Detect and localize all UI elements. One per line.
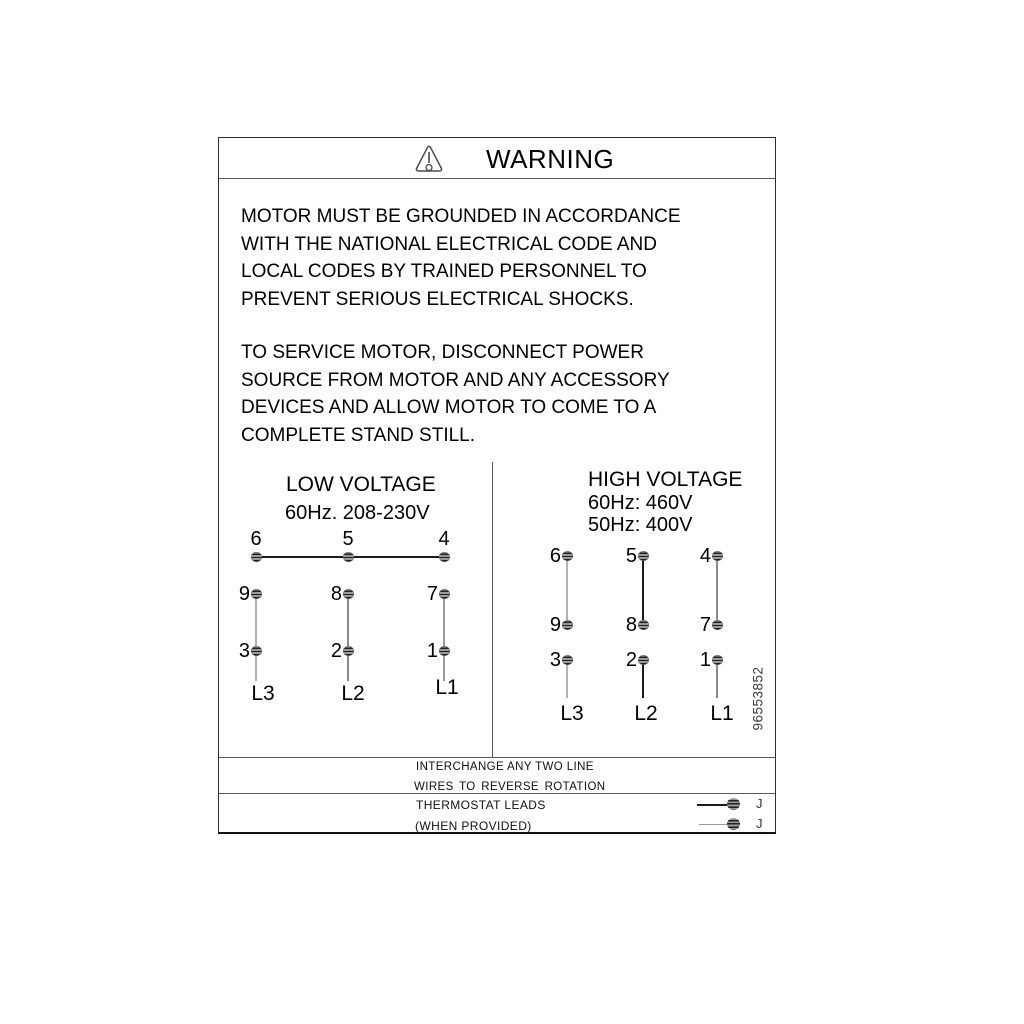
high-voltage-title: HIGH VOLTAGE xyxy=(588,468,743,491)
hv-terminal-dot-4 xyxy=(712,551,723,561)
hv-terminal-dot-5 xyxy=(638,551,649,561)
thermostat-lead-label-1: J xyxy=(756,796,763,811)
warning-line: TO SERVICE MOTOR, DISCONNECT POWER xyxy=(241,342,644,363)
lv-terminal-1: 1 xyxy=(426,640,438,662)
hv-terminal-2: 2 xyxy=(625,649,637,671)
hv-terminal-7: 7 xyxy=(699,614,711,636)
hv-connector-line xyxy=(566,660,568,698)
low-voltage-subtitle: 60Hz. 208-230V xyxy=(285,502,430,524)
high-voltage-panel xyxy=(493,462,777,758)
hv-line-label-l3: L3 xyxy=(560,702,584,725)
hv-terminal-dot-9 xyxy=(562,620,573,630)
warning-text-section xyxy=(219,179,775,462)
warning-line: COMPLETE STAND STILL. xyxy=(241,424,476,446)
hv-terminal-6: 6 xyxy=(549,545,561,567)
wiring-diagrams-section xyxy=(219,462,775,758)
hv-connector-line xyxy=(642,556,644,625)
lv-line-label-l1: L1 xyxy=(435,676,459,699)
hv-line-label-l1: L1 xyxy=(710,702,734,725)
hv-connector-line xyxy=(716,556,718,625)
lv-terminal-dot-7 xyxy=(439,589,450,599)
warning-header xyxy=(219,138,775,179)
hv-terminal-3: 3 xyxy=(549,649,561,671)
thermostat-lead-dot-2 xyxy=(727,818,740,830)
thermostat-lead-dot-1 xyxy=(727,798,740,810)
lv-terminal-dot-9 xyxy=(251,589,262,599)
hv-connector-line xyxy=(642,660,644,698)
lv-terminal-dot-6 xyxy=(251,552,262,562)
hv-terminal-dot-7 xyxy=(712,620,723,630)
high-voltage-freq-50: 50Hz: 400V xyxy=(588,514,693,536)
hv-terminal-dot-6 xyxy=(562,551,573,561)
hv-terminal-4: 4 xyxy=(699,545,711,567)
warning-line: PREVENT SERIOUS ELECTRICAL SHOCKS. xyxy=(241,288,634,310)
hv-terminal-dot-2 xyxy=(638,655,649,665)
lv-terminal-2: 2 xyxy=(330,640,342,662)
low-voltage-title: LOW VOLTAGE xyxy=(286,473,436,496)
warning-text xyxy=(241,203,681,449)
lv-terminal-dot-2 xyxy=(343,646,354,656)
warning-line: LOCAL CODES BY TRAINED PERSONNEL TO xyxy=(241,261,647,282)
warning-triangle-icon xyxy=(414,144,444,174)
hv-terminal-dot-3 xyxy=(562,655,573,665)
lv-terminal-dot-1 xyxy=(439,646,450,656)
lv-terminal-5: 5 xyxy=(342,528,354,550)
warning-line: DEVICES AND ALLOW MOTOR TO COME TO A xyxy=(241,397,657,418)
interchange-note-line1: INTERCHANGE ANY TWO LINE xyxy=(416,761,594,773)
hv-terminal-dot-1 xyxy=(712,655,723,665)
lv-terminal-dot-5 xyxy=(343,552,354,562)
interchange-note-line2: WIRES TO REVERSE ROTATION xyxy=(414,781,606,793)
thermostat-note-line2: (WHEN PROVIDED) xyxy=(415,819,532,833)
low-voltage-panel xyxy=(219,462,493,758)
thermostat-lead-label-2: J xyxy=(756,816,763,831)
hv-connector-line xyxy=(566,556,568,625)
lv-connector-line xyxy=(255,594,257,681)
thermostat-leads-section xyxy=(219,794,775,835)
lv-terminal-9: 9 xyxy=(238,583,250,605)
warning-line: SOURCE FROM MOTOR AND ANY ACCESSORY xyxy=(241,369,670,391)
warning-line: MOTOR MUST BE GROUNDED IN ACCORDANCE xyxy=(241,206,681,227)
lv-line-label-l3: L3 xyxy=(251,682,275,705)
hv-terminal-8: 8 xyxy=(625,614,637,636)
lv-terminal-dot-3 xyxy=(251,646,262,656)
lv-terminal-4: 4 xyxy=(438,528,450,550)
part-number: 96553852 xyxy=(750,666,766,731)
warning-line: WITH THE NATIONAL ELECTRICAL CODE AND xyxy=(241,233,657,255)
lv-terminal-6: 6 xyxy=(250,528,262,550)
hv-terminal-5: 5 xyxy=(625,545,637,567)
hv-line-label-l2: L2 xyxy=(634,702,658,725)
lv-connector-line xyxy=(443,594,445,681)
lv-terminal-dot-8 xyxy=(343,589,354,599)
hv-terminal-1: 1 xyxy=(699,649,711,671)
hv-connector-line xyxy=(716,660,718,698)
motor-warning-label xyxy=(218,137,776,834)
hv-terminal-dot-8 xyxy=(638,620,649,630)
lv-terminal-dot-4 xyxy=(439,552,450,562)
thermostat-note-line1: THERMOSTAT LEADS xyxy=(416,798,546,812)
lv-connector-line xyxy=(347,594,349,681)
lv-terminal-3: 3 xyxy=(238,640,250,662)
hv-terminal-9: 9 xyxy=(549,614,561,636)
lv-terminal-8: 8 xyxy=(330,583,342,605)
lv-terminal-7: 7 xyxy=(426,583,438,605)
high-voltage-freq-60: 60Hz: 460V xyxy=(588,492,693,514)
interchange-note-section xyxy=(219,758,775,794)
warning-title: WARNING xyxy=(486,144,615,174)
lv-line-label-l2: L2 xyxy=(341,682,365,705)
